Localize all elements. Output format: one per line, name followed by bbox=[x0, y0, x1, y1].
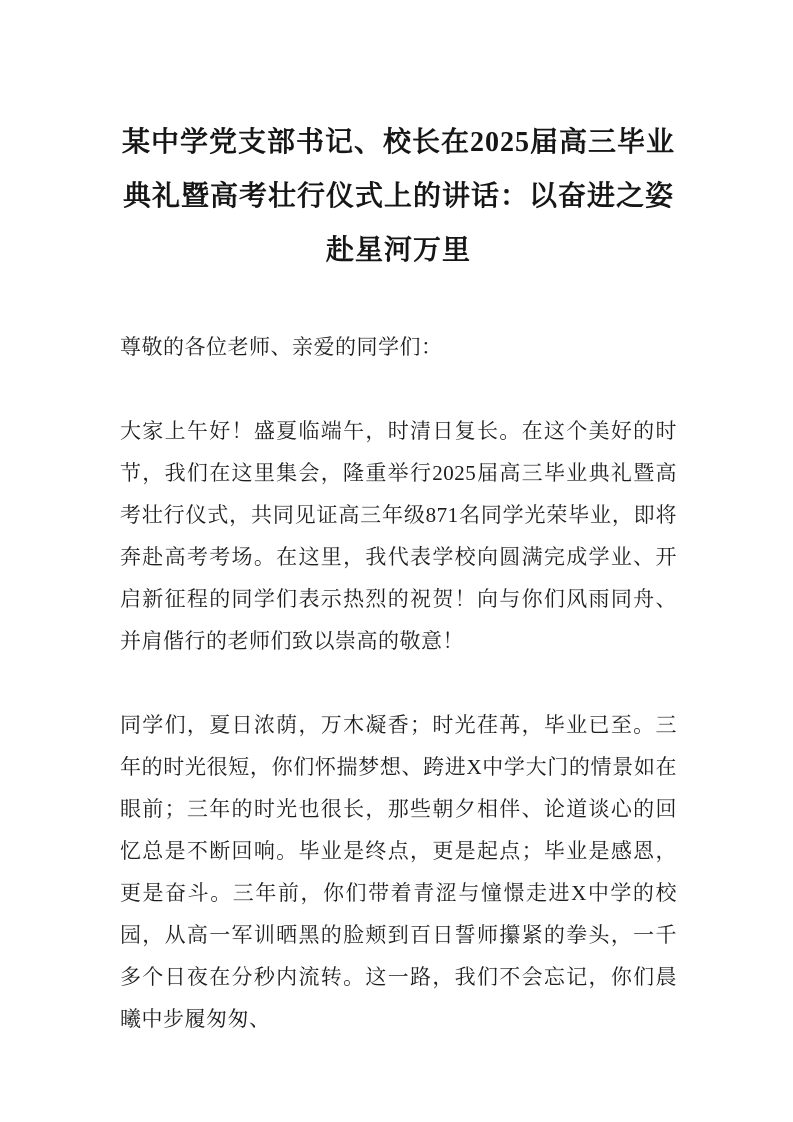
body-paragraph-memories: 同学们，夏日浓荫，万木凝香；时光荏苒，毕业已至。三年的时光很短，你们怀揣梦想、跨进X中学大门的情景如在眼前；三年的时光也很长，那些朝夕相伴、论道谈心的回忆总是不断回响。毕业是终点，更是起点；毕业是感恩，更是奋斗。三年前，你们带着青涩与憧憬走进X中学的校园，从高一军训晒黑的脸颊到百日誓师攥紧的拳头，一千多个日夜在分秒内流转。这一路，我们不会忘记，你们晨曦中步履匆匆、 bbox=[120, 713, 677, 1031]
salutation-paragraph: 尊敬的各位老师、亲爱的同学们： bbox=[120, 335, 443, 359]
body-paragraph-greeting: 大家上午好！盛夏临端午，时清日复长。在这个美好的时节，我们在这里集会，隆重举行2025届高三毕业典礼暨高考壮行仪式，共同见证高三年级871名同学光荣毕业，即将奔赴高考考场。在这里，我代表学校向圆满完成学业、开启新征程的同学们表示热烈的祝贺！向与你们风雨同舟、并肩偕行的老师们致以崇高的敬意！ bbox=[120, 419, 677, 653]
document-title: 某中学党支部书记、校长在2025届高三毕业典礼暨高考壮行仪式上的讲话：以奋进之姿 赴星河万里 bbox=[121, 127, 675, 266]
